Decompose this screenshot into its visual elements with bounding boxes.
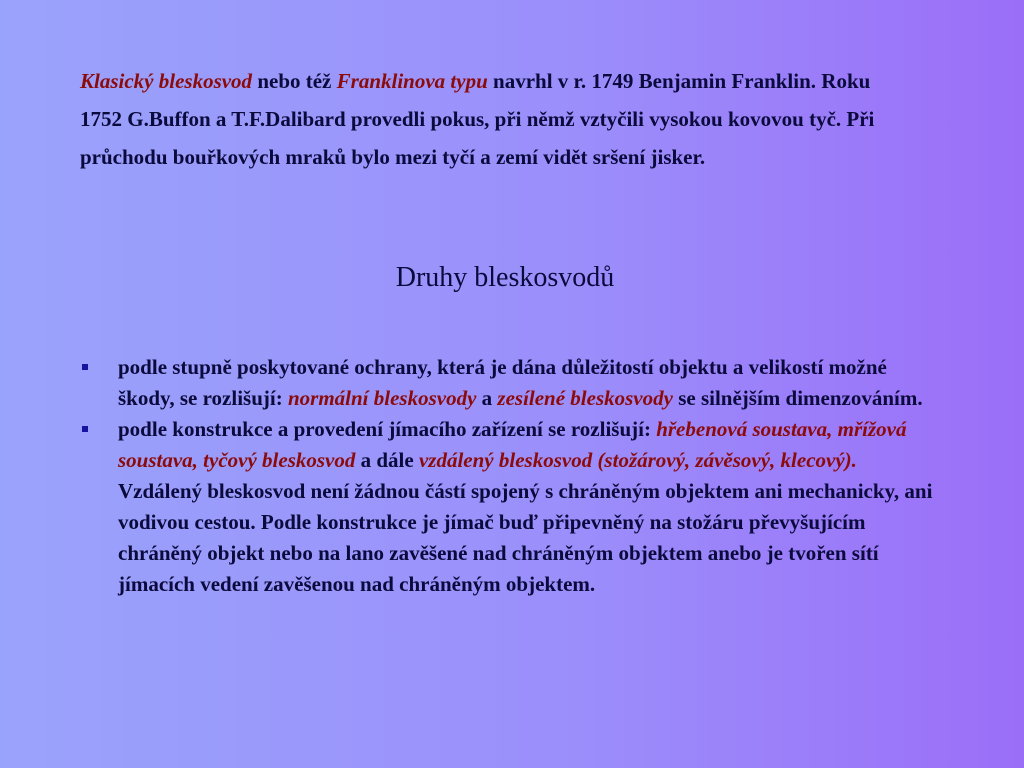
intro-text-2: navrhl v r. 1749 Benjamin Franklin. Roku 1752 G.Buffon a T.F.Dalibard provedli pokus, při němž vztyčili vysokou kovovou tyč. Při průchodu bouřkových mraků bylo mezi tyčí a zemí vidět sršení jisker.	[80, 69, 875, 169]
section-heading: Druhy bleskosvodů	[395, 262, 615, 293]
bullet-1-term-1: normální bleskosvody	[287, 386, 477, 410]
intro-text-1: nebo též	[252, 69, 337, 93]
bullet-list	[78, 352, 938, 600]
bullet-2-text-3: Vzdálený bleskosvod není žádnou částí spojený s chráněným objektem ani mechanicky, ani vodivou cestou. Podle konstrukce je jímač buď připevněný na stožáru převyšujícím chráněný objekt nebo na lano zavěšené nad chráněným objektem anebo je tvořen sítí jímacích vedení zavěšenou nad chráněným objektem.	[118, 479, 933, 596]
bullet-1-text-3: se silnějším dimenzováním.	[672, 386, 923, 410]
term-franklin-type: Franklinova typu	[336, 69, 488, 93]
bullet-1-text-1: podle stupně poskytované ochrany, která je dána důležitostí objektu a velikostí možné škody, se rozlišují:	[118, 355, 887, 410]
bullet-2-term-1: hřebenová soustava, mřížová soustava, tyčový bleskosvod	[118, 417, 907, 472]
square-bullet-icon	[82, 364, 88, 370]
square-bullet-icon	[82, 426, 88, 432]
bullet-2-text-1: podle konstrukce a provedení jímacího zařízení se rozlišují:	[118, 417, 657, 441]
bullet-1-term-2: zesílené bleskosvody	[497, 386, 673, 410]
bullet-1-text-2: a	[476, 386, 498, 410]
bullet-2-text-2: a dále	[355, 448, 419, 472]
intro-paragraph	[80, 62, 900, 176]
bullet-item-construction	[78, 414, 938, 600]
bullet-2-term-2: vzdálený bleskosvod (stožárový, závěsový, klecový).	[418, 448, 857, 472]
term-classic-lightning-rod: Klasický bleskosvod	[80, 69, 253, 93]
bullet-item-protection-level	[78, 352, 938, 414]
